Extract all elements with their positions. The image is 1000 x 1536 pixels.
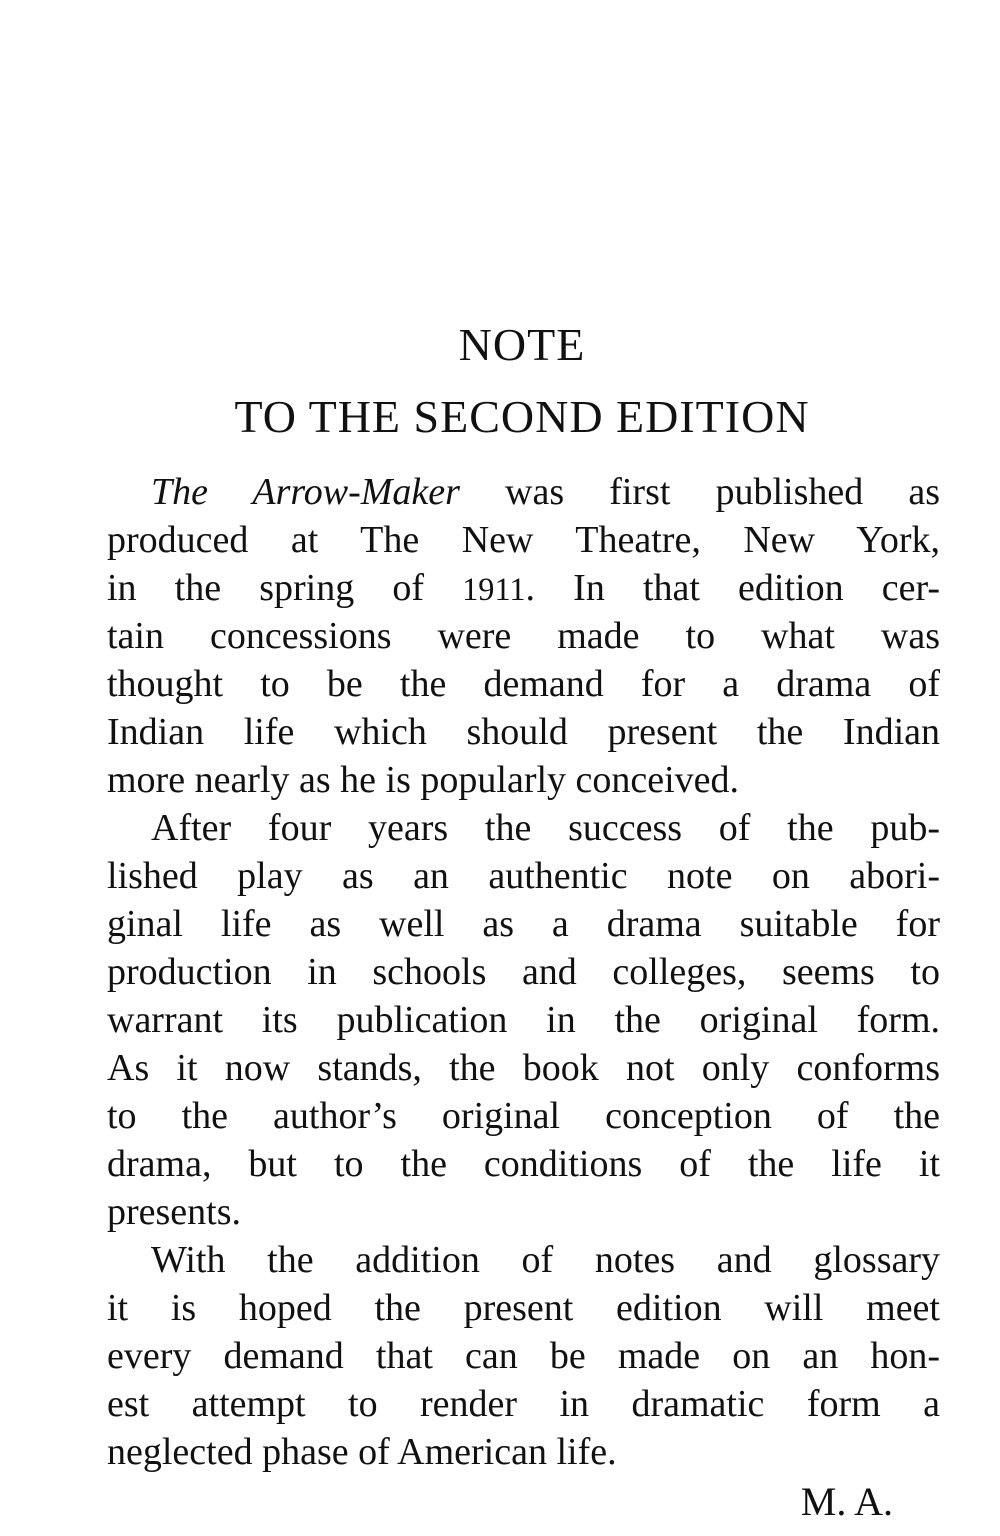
text-line: With the addition of notes and glossary: [151, 1239, 940, 1281]
text-line: drama, but to the conditions of the life it: [107, 1143, 940, 1185]
text-line: neglected phase of American life.: [107, 1431, 617, 1473]
text-fragment: . In that edition cer-: [525, 567, 940, 609]
text-fragment: in the spring of: [107, 567, 425, 609]
text-line: produced at The New Theatre, New York,: [107, 519, 940, 561]
page-title: NOTE: [458, 319, 586, 370]
text-line: [107, 564, 940, 612]
text-line: lished play as an authentic note on abori-: [107, 855, 940, 897]
note-body: [107, 468, 940, 1476]
text-line: presents.: [107, 1191, 242, 1233]
text-line: As it now stands, the book not only conforms: [107, 1047, 940, 1089]
page-subtitle: TO THE SECOND EDITION: [234, 391, 810, 442]
text-line: warrant its publication in the original form.: [107, 999, 940, 1041]
text-line: Indian life which should present the Indian: [107, 711, 940, 753]
text-line: to the author’s original conception of the: [107, 1095, 940, 1137]
text-line: production in schools and colleges, seems to: [107, 951, 940, 993]
text-line: [107, 468, 940, 516]
text-line: tain concessions were made to what was: [107, 615, 940, 657]
paragraph-1: [107, 468, 940, 804]
text-line: ginal life as well as a drama suitable for: [107, 903, 940, 945]
text-line: thought to be the demand for a drama of: [107, 663, 940, 705]
paragraph-3: [107, 1236, 940, 1476]
text-fragment: was first published as: [505, 471, 940, 513]
year: 1911: [462, 571, 526, 607]
text-line: est attempt to render in dramatic form a: [107, 1383, 940, 1425]
text-line: every demand that can be made on an hon-: [107, 1335, 940, 1377]
text-line: After four years the success of the pub-: [151, 807, 940, 849]
book-title: The Arrow-Maker: [151, 471, 460, 513]
signature-initials: M. A.: [800, 1479, 893, 1524]
text-line: it is hoped the present edition will meet: [107, 1287, 940, 1329]
paragraph-2: [107, 804, 940, 1236]
text-line: more nearly as he is popularly conceived.: [107, 759, 740, 801]
